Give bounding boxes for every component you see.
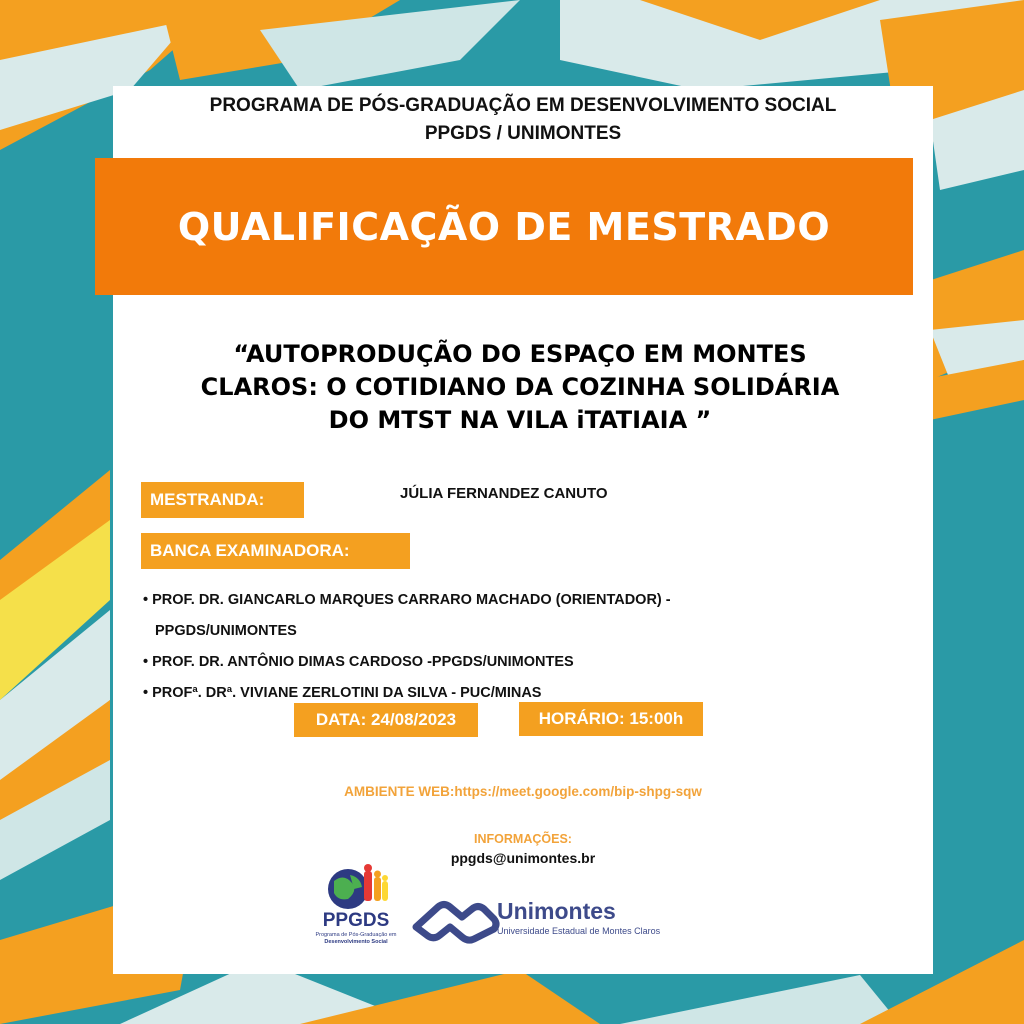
- committee-member: • PROFª. DRª. VIVIANE ZERLOTINI DA SILVA - PUC/MINAS: [143, 678, 803, 709]
- thesis-title-line: DO MTST NA VILA iTATIAIA ”: [328, 406, 712, 434]
- thesis-title-line: “AUTOPRODUÇÃO DO ESPAÇO EM MONTES: [233, 340, 807, 368]
- student-name: JÚLIA FERNANDEZ CANUTO: [400, 485, 608, 502]
- committee-member: • PROF. DR. ANTÔNIO DIMAS CARDOSO -PPGDS/UNIMONTES: [143, 647, 803, 678]
- thesis-title: [140, 338, 900, 437]
- info-label: INFORMAÇÕES:: [474, 832, 572, 846]
- web-link[interactable]: AMBIENTE WEB:https://meet.google.com/bip-shpg-sqw: [344, 784, 702, 799]
- contact-email[interactable]: ppgds@unimontes.br: [450, 850, 596, 866]
- student-label: MESTRANDA:: [141, 482, 304, 518]
- program-acronym: PPGDS / UNIMONTES: [424, 123, 622, 144]
- program-name: PROGRAMA DE PÓS-GRADUAÇÃO EM DESENVOLVIMENTO SOCIAL: [209, 95, 837, 116]
- committee-member: • PROF. DR. GIANCARLO MARQUES CARRARO MACHADO (ORIENTADOR) - PPGDS/UNIMONTES: [143, 585, 803, 647]
- unimontes-logo-icon: [410, 893, 500, 945]
- ppgds-wordmark: PPGDS: [322, 910, 390, 931]
- ppgds-subtitle: [310, 932, 402, 945]
- ppgds-subtitle-line: Desenvolvimento Social: [324, 938, 388, 945]
- committee-list: [143, 585, 803, 709]
- unimontes-subtitle: Universidade Estadual de Montes Claros: [497, 926, 661, 936]
- time-badge: HORÁRIO: 15:00h: [519, 702, 703, 736]
- unimontes-wordmark: Unimontes: [497, 898, 616, 924]
- ppgds-subtitle-line: Programa de Pós-Graduação em: [315, 932, 397, 938]
- thesis-title-line: CLAROS: O COTIDIANO DA COZINHA SOLIDÁRIA: [200, 373, 840, 401]
- title-banner: [95, 158, 913, 295]
- committee-label: BANCA EXAMINADORA:: [141, 533, 410, 569]
- date-badge: DATA: 24/08/2023: [294, 703, 478, 737]
- banner-title: QUALIFICAÇÃO DE MESTRADO: [177, 204, 831, 249]
